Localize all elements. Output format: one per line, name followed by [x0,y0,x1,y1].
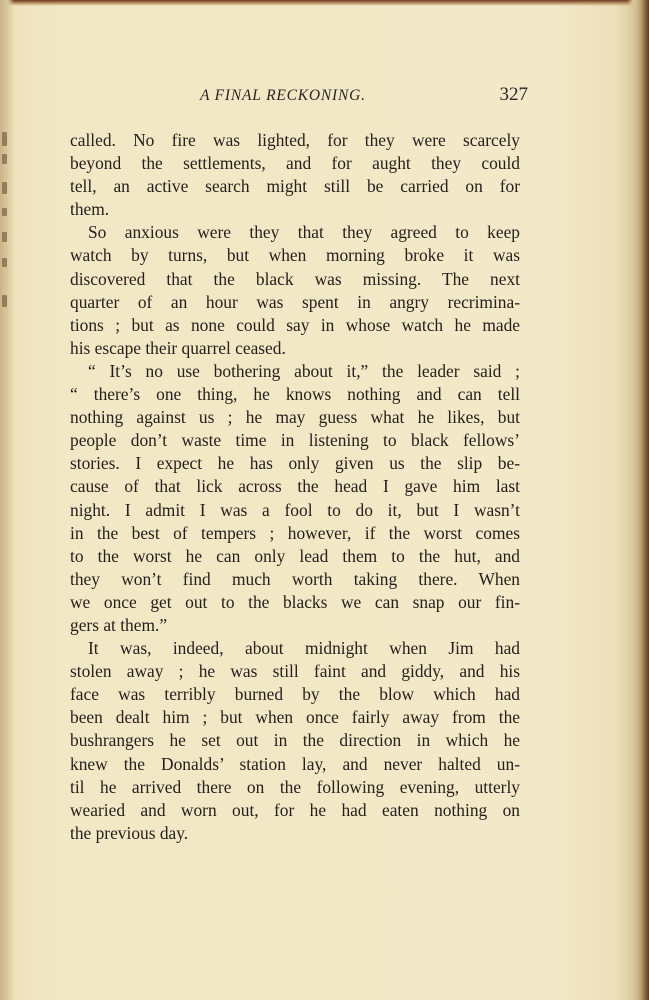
text-line: been dealt him ; but when once fairly away from the [70,707,520,728]
text-line: stolen away ; he was still faint and giddy, and his [70,661,520,682]
text-line: night. I admit I was a fool to do it, but I wasn’t [70,499,520,520]
text-line: tions ; but as none could say in whose watch he made [70,314,520,335]
text-line: So anxious were they that they agreed to keep [88,222,520,243]
body-text [70,129,520,845]
text-line: to the worst he can only lead them to the hut, and [70,545,520,566]
text-line: “ It’s no use bothering about it,” the leader said ; [88,360,520,381]
text-line: gers at them.” [70,614,168,635]
text-line: called. No fire was lighted, for they were scarcely [70,130,520,150]
running-head [70,84,530,114]
text-line: people don’t waste time in listening to black fellows’ [70,430,520,451]
text-line: nothing against us ; he may guess what he likes, but [70,407,520,428]
text-line: “ there’s one thing, he knows nothing and can tell [70,384,520,405]
text-line: them. [70,199,110,220]
text-line: discovered that the black was missing. The next [70,268,520,289]
text-line: watch by turns, but when morning broke it was [70,245,520,266]
text-line: the previous day. [70,822,189,843]
text-line: quarter of an hour was spent in angry recrimina- [70,291,520,312]
binding-marks [2,120,12,420]
text-line: stories. I expect he has only given us the slip be- [70,453,520,474]
text-line: til he arrived there on the following evening, utterly [70,776,520,797]
text-line: beyond the settlements, and for aught they could [70,153,520,174]
page-number: 327 [499,84,528,105]
text-line: cause of that lick across the head I gave him last [70,476,520,497]
book-binding-edge [627,0,649,1000]
text-line: his escape their quarrel ceased. [70,337,286,358]
text-line: tell, an active search might still be carried on for [70,176,520,197]
text-line: wearied and worn out, for he had eaten nothing on [70,799,520,820]
text-line: in the best of tempers ; however, if the worst comes [70,522,520,543]
text-line: we once get out to the blacks we can snap our fin- [70,591,520,612]
text-line: face was terribly burned by the blow which had [70,684,520,705]
text-line: they won’t find much worth taking there. When [70,568,520,589]
text-line: knew the Donalds’ station lay, and never halted un- [70,753,520,774]
text-line: bushrangers he set out in the direction in which he [70,730,520,751]
page-top-edge [0,0,649,6]
text-line: It was, indeed, about midnight when Jim had [88,638,520,659]
running-title: A FINAL RECKONING. [200,87,366,104]
